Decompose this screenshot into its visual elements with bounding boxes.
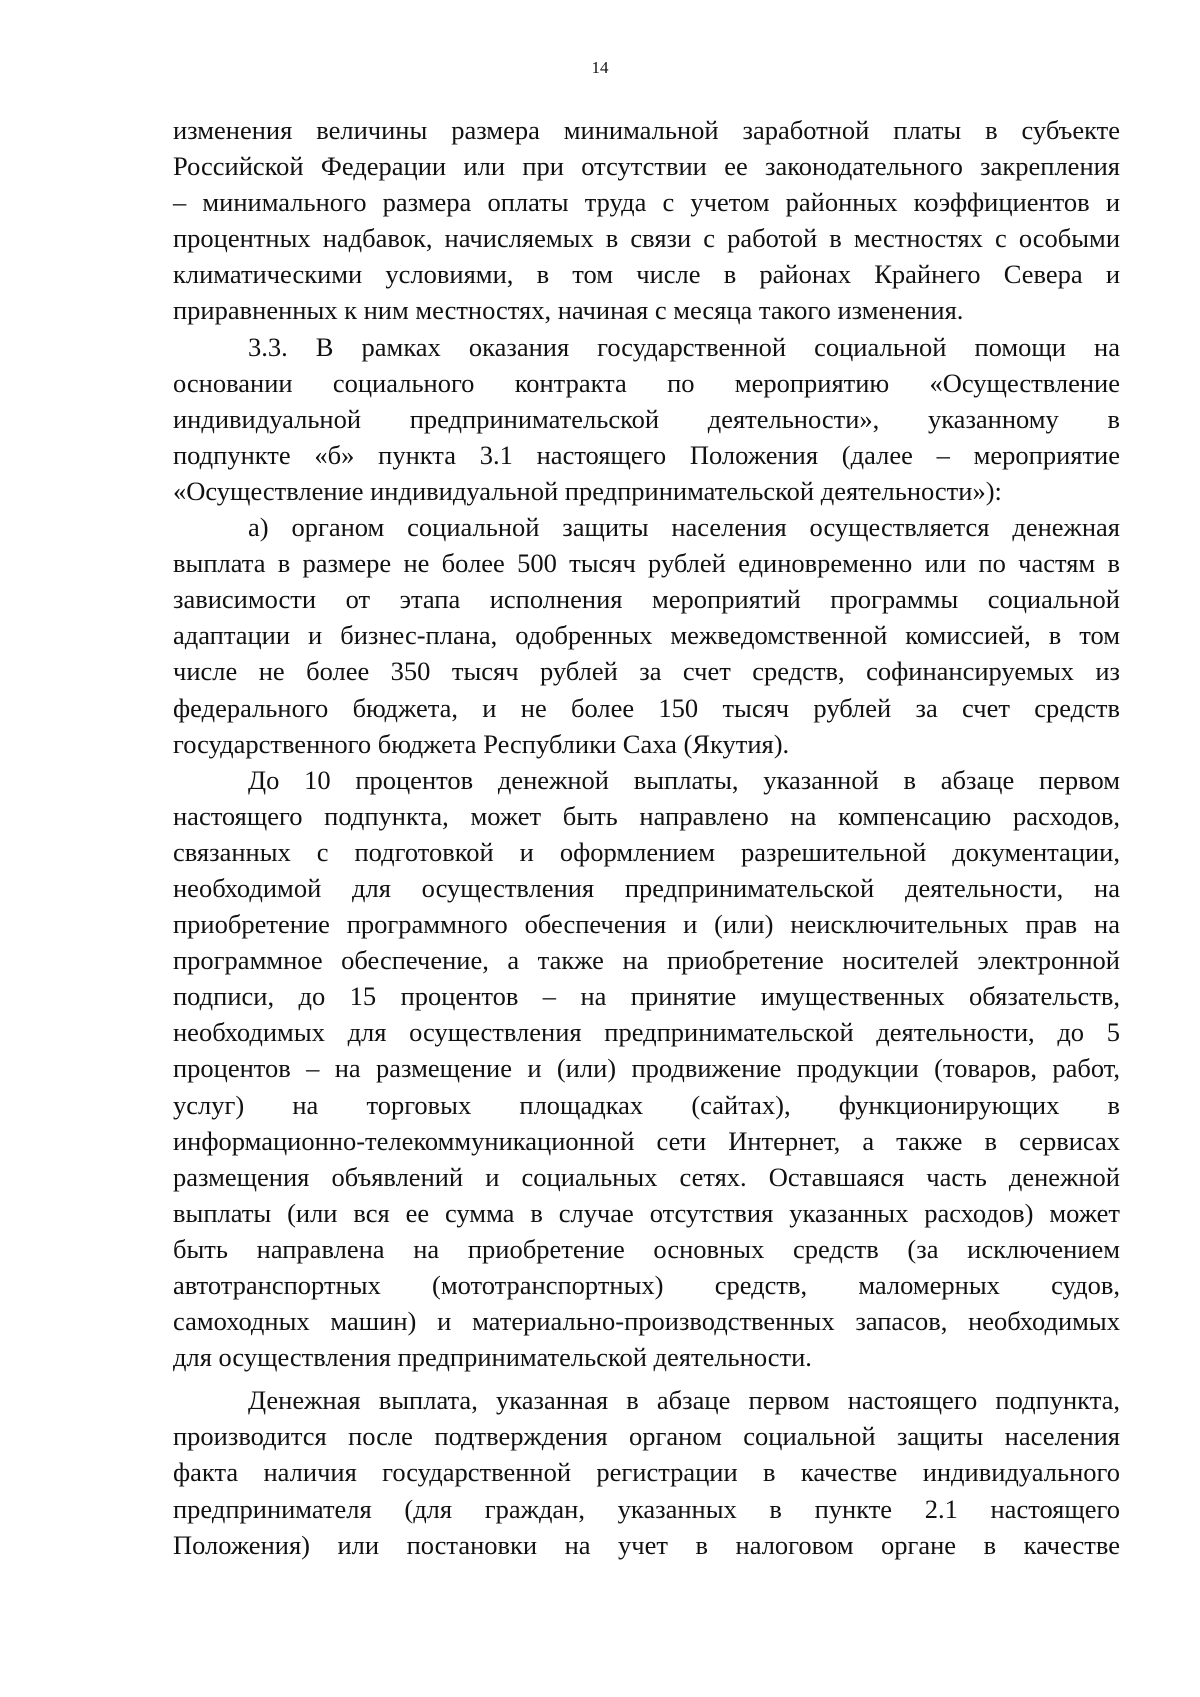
page-number: 14 [591, 58, 609, 77]
text-line: основании социального контракта по мероприятию «Осуществление [173, 367, 1120, 398]
text-line: Российской Федерации или при отсутствии ее законодательного закрепления [173, 151, 1120, 182]
text-line: для осуществления предпринимательской деятельности. [173, 1342, 812, 1373]
text-line: приравненных к ним местностях, начиная с месяца такого изменения. [173, 295, 964, 326]
text-line: необходимой для осуществления предпринимательской деятельности, на [173, 872, 1120, 903]
text-line: связанных с подготовкой и оформлением разрешительной документации, [173, 836, 1120, 867]
text-line: процентных надбавок, начисляемых в связи с работой в местностях с особыми [173, 223, 1120, 254]
text-line: быть направлена на приобретение основных средств (за исключением [173, 1233, 1120, 1264]
paragraph [173, 329, 1120, 509]
text-line: самоходных машин) и материально-производственных запасов, необходимых [173, 1306, 1120, 1337]
text-line: необходимых для осуществления предпринимательской деятельности, до 5 [173, 1017, 1120, 1048]
text-line: адаптации и бизнес-плана, одобренных межведомственной комиссией, в том [173, 620, 1120, 651]
text-line: федерального бюджета, и не более 150 тысяч рублей за счет средств [173, 692, 1120, 723]
text-line: Положения) или постановки на учет в налоговом органе в качестве [173, 1529, 1120, 1560]
text-line: подписи, до 15 процентов – на принятие имущественных обязательств, [173, 981, 1120, 1012]
paragraph [173, 112, 1120, 329]
paragraph [173, 762, 1120, 1376]
text-line: климатическими условиями, в том числе в районах Крайнего Севера и [173, 259, 1120, 290]
text-line: «Осуществление индивидуальной предпринимательской деятельности»): [173, 475, 1002, 506]
text-line: процентов – на размещение и (или) продвижение продукции (товаров, работ, [173, 1053, 1120, 1084]
text-line: приобретение программного обеспечения и (или) неисключительных прав на [173, 909, 1120, 940]
text-line: выплаты (или вся ее сумма в случае отсутствия указанных расходов) может [173, 1197, 1120, 1228]
text-line: факта наличия государственной регистрации в качестве индивидуального [173, 1457, 1120, 1488]
paragraph [173, 509, 1120, 762]
text-line: изменения величины размера минимальной заработной платы в субъекте [173, 115, 1120, 145]
text-line: До 10 процентов денежной выплаты, указанной в абзаце первом [248, 764, 1120, 795]
text-line: автотранспортных (мототранспортных) средств, маломерных судов, [173, 1270, 1120, 1300]
text-line: настоящего подпункта, может быть направлено на компенсацию расходов, [173, 800, 1120, 831]
text-line: государственного бюджета Республики Саха (Якутия). [173, 728, 790, 759]
text-line: информационно-телекоммуникационной сети Интернет, а также в сервисах [173, 1125, 1120, 1156]
text-line: выплата в размере не более 500 тысяч рублей единовременно или по частям в [173, 548, 1120, 579]
text-line: зависимости от этапа исполнения мероприятий программы социальной [173, 584, 1120, 615]
text-line: производится после подтверждения органом социальной защиты населения [173, 1421, 1120, 1452]
paragraph-gap [173, 1375, 1120, 1382]
text-line: – минимального размера оплаты труда с учетом районных коэффициентов и [173, 187, 1120, 218]
text-line: услуг) на торговых площадках (сайтах), функционирующих в [173, 1089, 1120, 1120]
text-line: программное обеспечение, а также на приобретение носителей электронной [173, 945, 1120, 976]
text-line: Денежная выплата, указанная в абзаце первом настоящего подпункта, [248, 1385, 1120, 1416]
text-line: размещения объявлений и социальных сетях. Оставшаяся часть денежной [173, 1161, 1120, 1192]
text-line: а) органом социальной защиты населения осуществляется денежная [248, 512, 1120, 543]
text-line: предпринимателя (для граждан, указанных в пункте 2.1 настоящего [173, 1493, 1120, 1524]
text-line: 3.3. В рамках оказания государственной социальной помощи на [248, 331, 1120, 362]
text-line: индивидуальной предпринимательской деятельности», указанному в [173, 403, 1120, 434]
document-body [173, 112, 1120, 1563]
text-line: числе не более 350 тысяч рублей за счет средств, софинансируемых из [173, 656, 1120, 687]
text-line: подпункте «б» пункта 3.1 настоящего Положения (далее – мероприятие [173, 439, 1120, 470]
paragraph [173, 1382, 1120, 1562]
